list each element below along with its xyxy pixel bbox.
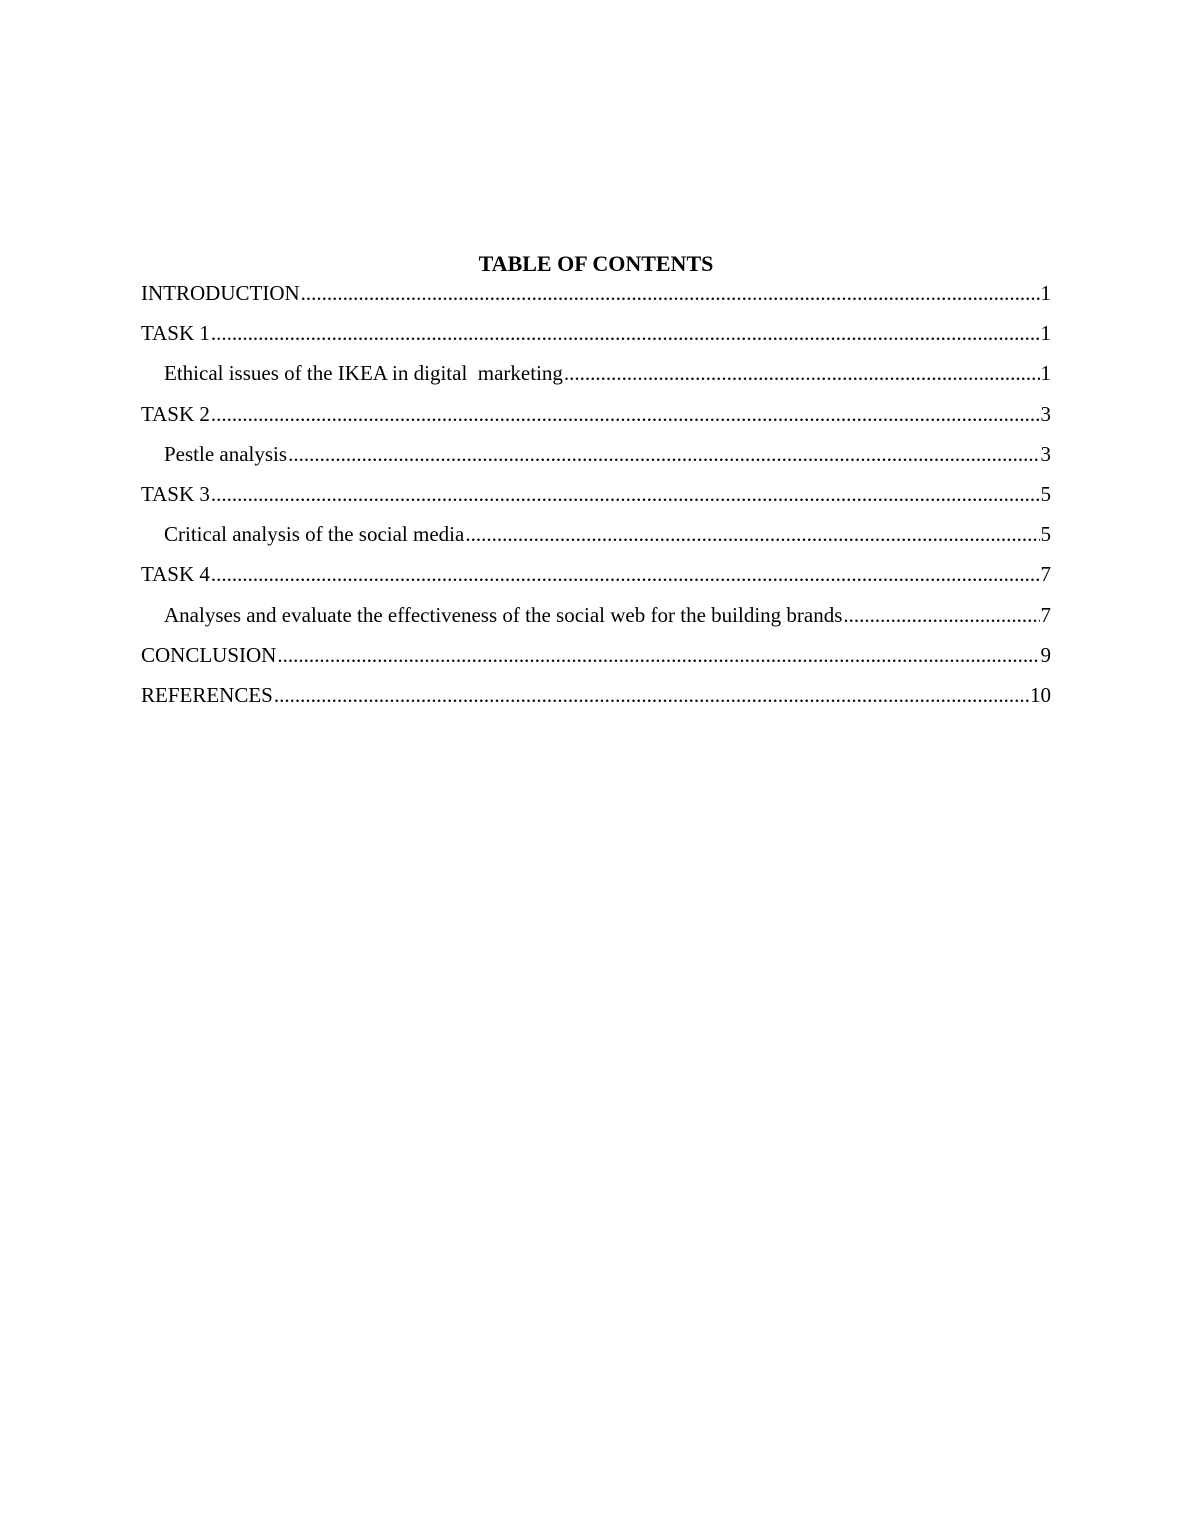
dot-leader (274, 681, 1029, 709)
table-of-contents (141, 249, 1051, 721)
toc-entry-pestle-analysis[interactable] (141, 440, 1051, 480)
toc-entry-task-3[interactable] (141, 480, 1051, 520)
toc-entry-conclusion[interactable] (141, 641, 1051, 681)
toc-entry-label: CONCLUSION (141, 642, 277, 667)
toc-entry-page: 3 (1040, 401, 1051, 426)
toc-entry-task-1[interactable] (141, 319, 1051, 359)
toc-entry-label: Critical analysis of the social media (164, 522, 465, 547)
dot-leader (301, 279, 1040, 307)
toc-entry-label: INTRODUCTION (141, 281, 300, 305)
toc-entry-critical-analysis[interactable] (141, 520, 1051, 560)
dot-leader (277, 641, 1039, 669)
toc-entry-social-web-effectiveness[interactable] (141, 601, 1051, 641)
toc-entry-page: 1 (1040, 361, 1051, 386)
toc-entry-label: TASK 3 (141, 481, 210, 506)
toc-entry-page: 1 (1040, 321, 1051, 346)
toc-entry-label: Ethical issues of the IKEA in digital marketing (164, 361, 563, 386)
toc-entry-page: 7 (1040, 562, 1051, 587)
toc-entry-page: 9 (1040, 642, 1051, 667)
toc-entry-page: 1 (1040, 281, 1051, 305)
dot-leader (211, 480, 1040, 508)
toc-entry-references[interactable] (141, 681, 1051, 721)
toc-entry-label: Pestle analysis (164, 441, 288, 466)
dot-leader (211, 400, 1040, 428)
dot-leader (564, 359, 1040, 387)
toc-entry-label: Analyses and evaluate the effectiveness of the social web for the building brands (164, 602, 843, 627)
dot-leader (843, 601, 1039, 629)
dot-leader (211, 319, 1040, 347)
toc-entry-page: 7 (1040, 602, 1051, 627)
dot-leader (465, 520, 1039, 548)
toc-entry-task-2[interactable] (141, 400, 1051, 440)
toc-entry-page: 3 (1040, 441, 1051, 466)
toc-entry-task-4[interactable] (141, 560, 1051, 600)
dot-leader (288, 440, 1039, 468)
dot-leader (211, 560, 1040, 588)
toc-entry-page: 5 (1040, 522, 1051, 547)
toc-list (141, 279, 1051, 721)
toc-entry-label: TASK 1 (141, 321, 210, 346)
toc-entry-ethical-issues[interactable] (141, 359, 1051, 399)
toc-entry-label: TASK 4 (141, 562, 210, 587)
toc-entry-introduction[interactable] (141, 279, 1051, 319)
toc-entry-label: REFERENCES (141, 682, 273, 707)
toc-entry-page: 10 (1030, 682, 1051, 707)
toc-entry-label: TASK 2 (141, 401, 210, 426)
toc-entry-page: 5 (1040, 481, 1051, 506)
toc-title: TABLE OF CONTENTS (478, 251, 714, 276)
